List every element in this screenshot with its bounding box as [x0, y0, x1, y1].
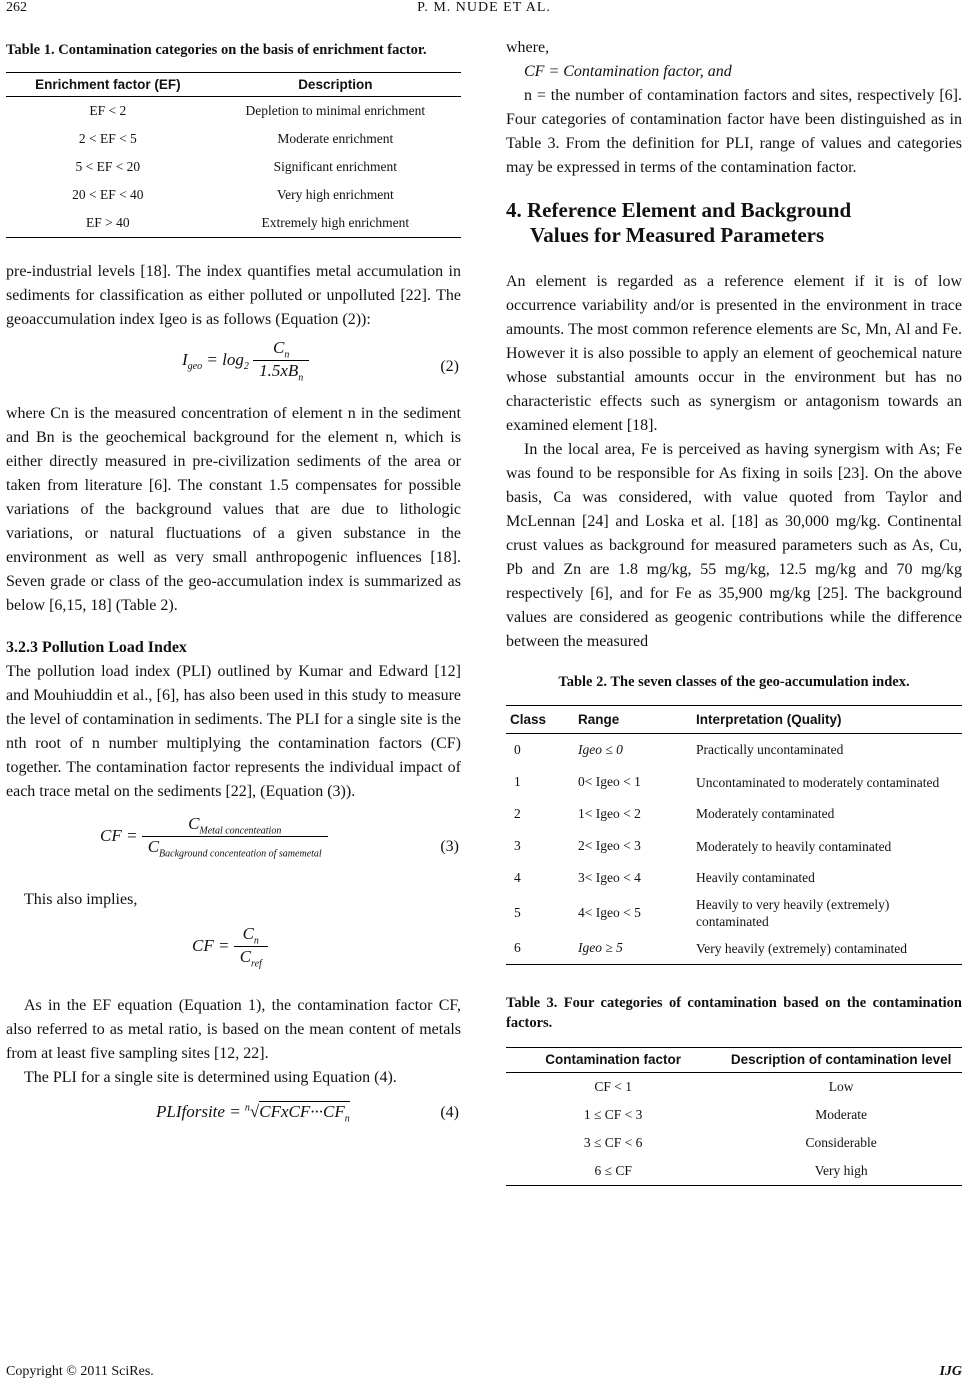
table-cell: 4< Igeo < 5: [578, 905, 641, 920]
table-cell: Igeo ≤ 0: [578, 742, 623, 757]
paragraph: n = the number of contamination factors and sites, respectively [6]. Four categories of contamination factor have been distinguished as in Table 3. From the definition for PLI, range of values and categories may be expressed in terms of the contamination factor.: [506, 87, 962, 176]
table-cell: 0< Igeo < 1: [578, 774, 641, 789]
table-row: [506, 932, 962, 965]
table3: [506, 1047, 962, 1186]
table-cell: Moderately contaminated: [696, 806, 835, 821]
table2-header: Range: [574, 706, 692, 734]
left-column: [6, 40, 461, 1140]
table-row: [6, 125, 461, 153]
equation-2: $I_{geo} = \log_2$ $\frac{C_n}{1.5xB_n}$ (2): [182, 338, 459, 384]
table-row: [506, 862, 962, 894]
paragraph: The pollution load index (PLI) outlined by Kumar and Edward [12] and Mouhiuddin et al., [6], has also been used in this study to measure the level of contamination in sediments. The PLI for a single site is the nth root of n number multiplying the contamination factors (CF) together. The contamination factor represents the individual impact of each trace metal on the sediments [22], (Equation (3)).: [6, 663, 461, 800]
equation-number: (4): [440, 1104, 459, 1121]
table-cell: 5: [514, 905, 521, 920]
section-heading-4: [506, 198, 962, 248]
table-cell: 6 ≤ CF: [506, 1157, 720, 1186]
table-cell: 6: [506, 932, 574, 965]
paragraph: The PLI for a single site is determined using Equation (4).: [24, 1069, 397, 1086]
table-cell: 3: [514, 838, 521, 853]
table-row: [506, 1073, 962, 1102]
table-cell: Moderate enrichment: [277, 131, 394, 146]
table-cell: Very high enrichment: [276, 187, 394, 202]
footer-copyright: Copyright © 2011 SciRes.: [6, 1364, 154, 1379]
table-cell: 2: [514, 806, 521, 821]
table-row: [506, 1129, 962, 1157]
table2-header: Class: [506, 706, 574, 734]
paragraph: An element is regarded as a reference element if it is of low occurrence variability and/or is presented in the environment in trace amounts. The most common reference elements are Sc, Mn, Al and Fe. However it is also possible to apply an element of geochemical nature whose substantial amounts occur in the environment but has no characteristic effects such as synergism or antagonism towards an examined element [18].: [506, 273, 962, 434]
table1-caption: Table 1. Contamination categories on the basis of enrichment factor.: [6, 42, 427, 58]
table-cell: 0: [514, 742, 521, 757]
table3-header: Contamination factor: [506, 1048, 720, 1073]
table-row: [506, 894, 962, 932]
table-row: [6, 97, 461, 126]
table-cell: Considerable: [805, 1135, 877, 1150]
equation-cf-ratio: CF = $\frac{C_n}{C_{ref}}$: [6, 912, 461, 994]
table1-header: Description: [210, 73, 461, 97]
table-cell: Extremely high enrichment: [210, 209, 461, 238]
table-cell: EF > 40: [6, 209, 210, 238]
page-number: 262: [6, 0, 27, 15]
table-cell: 5 < EF < 20: [75, 159, 141, 174]
table-cell: Significant enrichment: [273, 159, 397, 174]
equation-4: PLIforsite = $^n√CFxCF\cdot\cdot\cdot CF_n$ (4): [156, 1102, 459, 1125]
table-cell: 1 ≤ CF < 3: [583, 1107, 643, 1122]
paragraph: In the local area, Fe is perceived as having synergism with As; Fe was found to be responsible for As fixing in soils [23]. On the above basis, Ca was considered, with value quoted from Taylor and McLennan [24] and Loska et al. [18] as 30,000 mg/kg. Continental crust values as background for measured parameters such as As, Cu, Pb and Zn are 1.8 mg/kg, 55 mg/kg, 12.5 mg/kg and 70 mg/kg respectively [6], and for Fe as 35,900 mg/kg [25]. The background values are considered as geogenic contributions while the difference between the measured: [506, 441, 962, 650]
table3-caption: Table 3. Four categories of contamination based on the contamination factors.: [506, 995, 962, 1031]
table-cell: 4: [514, 870, 521, 885]
table-row: [506, 830, 962, 862]
table-cell: Moderately to heavily contaminated: [696, 838, 892, 854]
table-cell: 3< Igeo < 4: [578, 870, 641, 885]
section-heading: 3.2.3 Pollution Load Index: [6, 639, 187, 656]
paragraph: where,: [506, 39, 550, 56]
heading-line: Values for Measured Parameters: [530, 223, 825, 247]
table-row: [506, 798, 962, 830]
table-row: [506, 766, 962, 798]
right-column: [506, 40, 962, 1186]
table-cell: Heavily contaminated: [696, 870, 815, 885]
table-cell: Igeo ≥ 5: [574, 932, 692, 965]
table-row: [6, 209, 461, 238]
table-cell: Practically uncontaminated: [696, 742, 844, 757]
table-row: [506, 1157, 962, 1186]
equation-number: (3): [440, 838, 459, 855]
table2: [506, 705, 962, 965]
footer-journal: IJG: [939, 1364, 962, 1379]
equation-number: (2): [440, 358, 459, 375]
table-cell: 1: [514, 774, 521, 789]
table-cell: Low: [828, 1079, 854, 1094]
table-cell: CF < 1: [594, 1079, 632, 1094]
table-cell: Very heavily (extremely) contaminated: [692, 932, 962, 965]
table-cell: Depletion to minimal enrichment: [245, 103, 426, 118]
table-cell: Very high: [720, 1157, 962, 1186]
table-row: [506, 734, 962, 767]
paragraph: CF = Contamination factor, and: [524, 63, 732, 80]
table3-header: Description of contamination level: [720, 1048, 962, 1073]
paragraph: pre-industrial levels [18]. The index quantifies metal accumulation in sediments for classification as either polluted or unpolluted [22]. The geoaccumulation index Igeo is as follows (Equation (2)):: [6, 263, 461, 328]
paragraph: This also implies,: [24, 891, 138, 908]
page-header: [0, 0, 968, 24]
paragraph: where Cn is the measured concentration of element n in the sediment and Bn is the geochemical background for the element n, which is either directly measured in pre-civilization sediments of the area or taken from literature [6]. The constant 1.5 compensates for possible variations of the background values that are due to lithologic variations, or natural fluctuations of a given substance in the environment as well as very small anthropogenic influences [18]. Seven grade or class of the geo-accumulation index is summarized as below [6,15, 18] (Table 2).: [6, 405, 461, 614]
table-row: [6, 181, 461, 209]
table-cell: Heavily to very heavily (extremely) contaminated: [696, 897, 890, 929]
table-cell: Uncontaminated to moderately contaminated: [696, 774, 940, 790]
table-cell: 3 ≤ CF < 6: [583, 1135, 643, 1150]
table-cell: EF < 2: [89, 103, 127, 118]
table1: [6, 72, 461, 238]
table2-header: Interpretation (Quality): [692, 706, 962, 734]
table-cell: Moderate: [815, 1107, 868, 1122]
table-row: [6, 153, 461, 181]
table2-caption: Table 2. The seven classes of the geo-accumulation index.: [558, 674, 910, 690]
table-cell: 20 < EF < 40: [72, 187, 144, 202]
paragraph: As in the EF equation (Equation 1), the contamination factor CF, also referred to as metal ratio, is based on the mean content of metals from at least five sampling sites [12, 22].: [6, 997, 461, 1062]
running-head: P. M. NUDE ET AL.: [417, 0, 551, 15]
table-cell: 1< Igeo < 2: [578, 806, 641, 821]
heading-line: 4. Reference Element and Background: [506, 198, 852, 222]
table-cell: 2 < EF < 5: [78, 131, 137, 146]
equation-3: CF = $\frac{C_{Metal concenteation}}{C_{Background concenteation of samemetal}}$ (3): [100, 814, 459, 860]
table1-header: Enrichment factor (EF): [6, 73, 210, 97]
table-cell: 2< Igeo < 3: [578, 838, 641, 853]
table-row: [506, 1101, 962, 1129]
